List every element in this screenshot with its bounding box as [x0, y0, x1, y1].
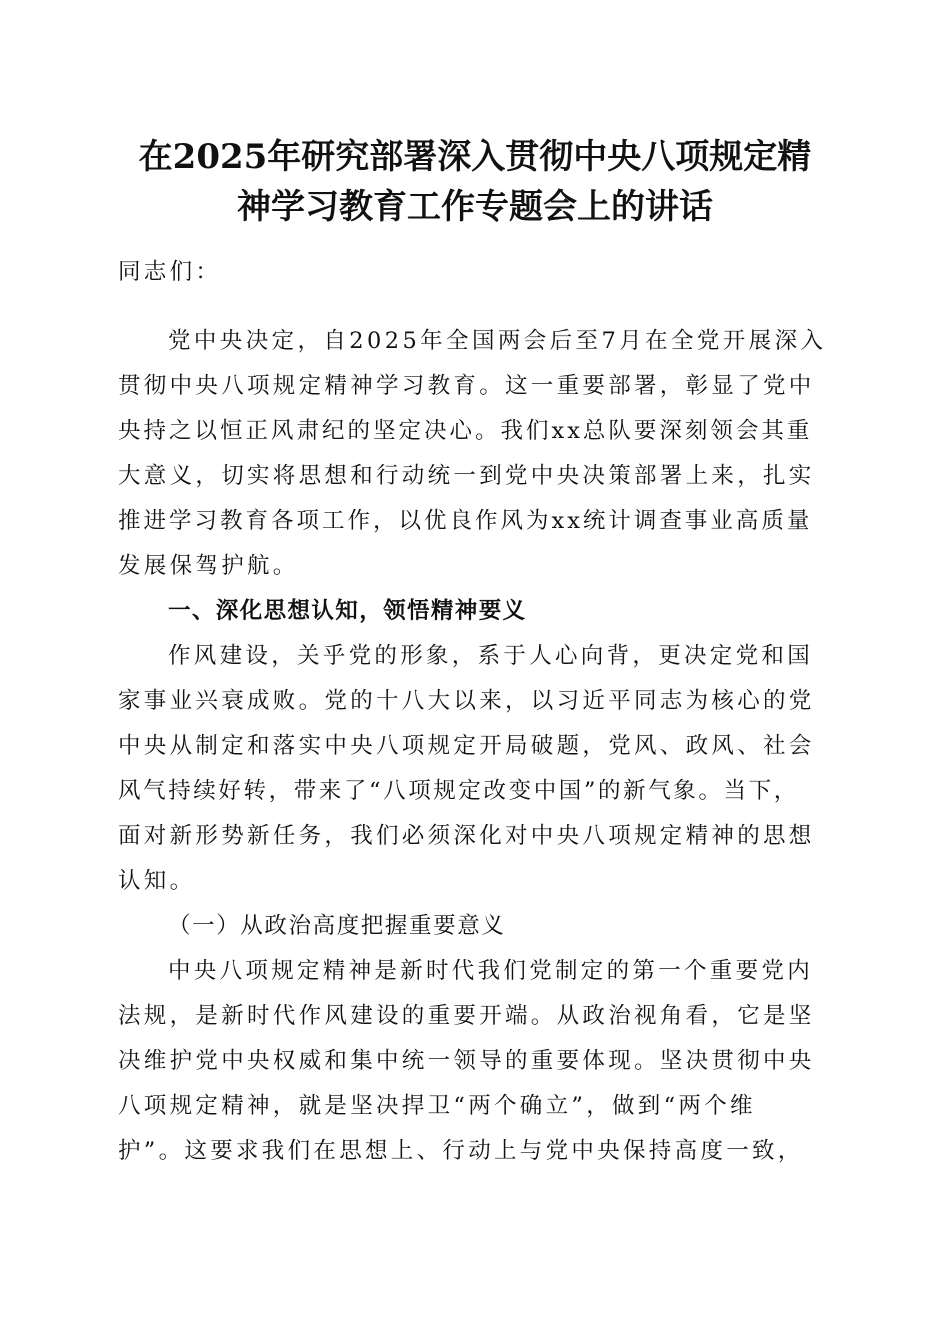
- paragraph-line: 中央从制定和落实中央八项规定开局破题，党风、政风、社会: [118, 733, 815, 759]
- paragraph-line: 决维护党中央权威和集中统一领导的重要体现。坚决贯彻中央: [118, 1048, 815, 1074]
- section-heading: 一、深化思想认知，领悟精神要义: [168, 598, 527, 624]
- title-line-1: 在2025年研究部署深入贯彻中央八项规定精: [138, 137, 812, 177]
- paragraph-line: 推进学习教育各项工作，以优良作风为xx统计调查事业高质量: [118, 508, 813, 534]
- paragraph-line: 党中央决定，自2025年全国两会后至7月在全党开展深入: [168, 328, 827, 354]
- paragraph-line: 作风建设，关乎党的形象，系于人心向背，更决定党和国: [168, 643, 814, 669]
- paragraph-line: 认知。: [118, 868, 196, 894]
- subsection-heading: （一）从政治高度把握重要意义: [168, 913, 506, 939]
- paragraph-line: 贯彻中央八项规定精神学习教育。这一重要部署，彰显了党中: [118, 373, 815, 399]
- title-line-2: 神学习教育工作专题会上的讲话: [237, 187, 713, 227]
- paragraph-line: 风气持续好转，带来了“八项规定改变中国”的新气象。当下，: [118, 778, 799, 804]
- paragraph-line: 法规，是新时代作风建设的重要开端。从政治视角看，它是坚: [118, 1003, 815, 1029]
- salutation: 同志们：: [118, 259, 222, 285]
- paragraph-line: 发展保驾护航。: [118, 553, 299, 579]
- paragraph-line: 家事业兴衰成败。党的十八大以来，以习近平同志为核心的党: [118, 688, 815, 714]
- paragraph-line: 面对新形势新任务，我们必须深化对中央八项规定精神的思想: [118, 823, 815, 849]
- paragraph-line: 中央八项规定精神是新时代我们党制定的第一个重要党内: [168, 958, 814, 984]
- document-title: [100, 132, 850, 232]
- paragraph-line: 八项规定精神，就是坚决捍卫“两个确立”，做到“两个维: [118, 1093, 756, 1119]
- paragraph-line: 护”。这要求我们在思想上、行动上与党中央保持高度一致，: [118, 1138, 804, 1164]
- paragraph-line: 大意义，切实将思想和行动统一到党中央决策部署上来，扎实: [118, 463, 815, 489]
- paragraph-line: 央持之以恒正风肃纪的坚定决心。我们xx总队要深刻领会其重: [118, 418, 813, 444]
